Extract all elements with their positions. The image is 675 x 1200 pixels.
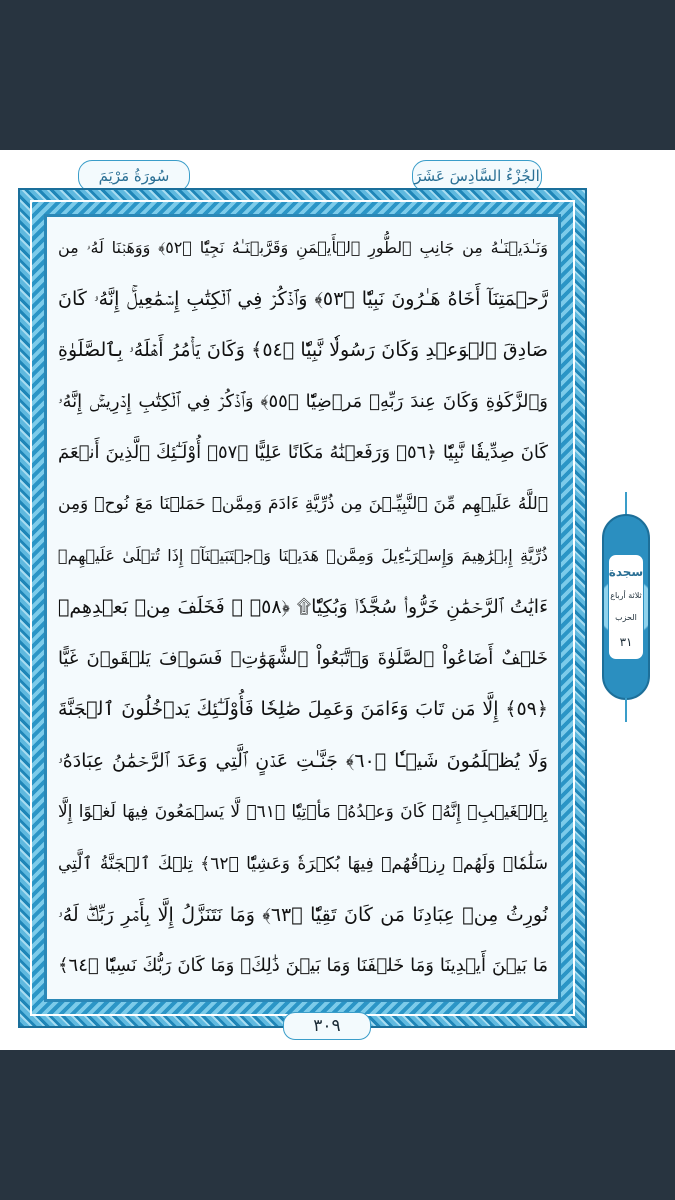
marker-stem-bottom [625,698,627,722]
text-line: وَٱلزَّكَوٰةِ وَكَانَ عِندَ رَبِّهِۦ مَرۡضِيّٗا ﴿٥٥﴾ وَٱذۡكُرۡ فِي ٱلۡكِتَٰبِ إِدۡرِيسَۚ إِنَّهُۥ [58,391,548,413]
text-line: وَلَا يُظۡلَمُونَ شَيۡـٔٗا ﴿٦٠﴾ جَنَّـٰتِ عَدۡنٍ ٱلَّتِي وَعَدَ ٱلرَّحۡمَٰنُ عِبَادَهُۥ [58,749,548,772]
page-number: ٣٠٩ [283,1012,371,1040]
text-line: سَلَٰمٗاۖ وَلَهُمۡ رِزۡقُهُمۡ فِيهَا بُكۡرَةٗ وَعَشِيّٗا ﴿٦٢﴾ تِلۡكَ ٱلۡجَنَّةُ ٱلَّتِي [58,853,548,874]
juz-label: الجُزْءُ السَّادِسَ عَشَرَ [412,160,542,192]
marker-stem-top [625,492,627,516]
text-line: نُورِثُ مِنۡ عِبَادِنَا مَن كَانَ تَقِيّٗا ﴿٦٣﴾ وَمَا نَتَنَزَّلُ إِلَّا بِأَمۡرِ رَبِّكَۖ لَهُۥ [58,903,548,926]
text-line: ﴿٥٩﴾ إِلَّا مَن تَابَ وَءَامَنَ وَعَمِلَ صَٰلِحٗا فَأُوْلَـٰٓئِكَ يَدۡخُلُونَ ٱلۡجَنَّةَ [58,698,548,721]
bottom-dark-band [0,1050,675,1200]
quarter-label: ثلاثة أرباع [610,591,642,600]
sajda-label: سجدة [608,565,644,579]
text-line: ءَايَٰتُ ٱلرَّحۡمَٰنِ خَرُّواْۤ سُجَّدٗاۤ وَبُكِيّٗا۩ ﴿٥٨﴾ ۞ فَخَلَفَ مِنۢ بَعۡدِهِمۡ [58,595,548,618]
text-line: خَلۡفٌ أَضَاعُواْ ٱلصَّلَوٰةَ وَٱتَّبَعُواْ ٱلشَّهَوَٰتِۖ فَسَوۡفَ يَلۡقَوۡنَ غَيًّا [58,647,548,669]
hizb-number: ٣١ [619,635,633,649]
surah-name-label: سُورَةُ مَرْيَمَ [78,160,190,192]
text-line: صَادِقَ ٱلۡوَعۡدِ وَكَانَ رَسُولٗا نَّبِيّٗا ﴿٥٤﴾ وَكَانَ يَأۡمُرُ أَهۡلَهُۥ بِٱلصَّلَوٰةِ [58,339,548,362]
text-line: رَّحۡمَتِنَآ أَخَاهُ هَـٰرُونَ نَبِيّٗا ﴿٥٣﴾ وَٱذۡكُرۡ فِي ٱلۡكِتَٰبِ إِسۡمَٰعِيلَۚ إِنَّهُۥ كَانَ [58,287,548,310]
text-line: مَا بَيۡنَ أَيۡدِينَا وَمَا خَلۡفَنَا وَمَا بَيۡنَ ذَٰلِكَۚ وَمَا كَانَ رَبُّكَ نَسِيّٗا ﴿٦٤﴾ [58,955,548,977]
marker-card [608,554,644,660]
sajda-hizb-marker [600,492,652,722]
text-line: وَنَـٰدَيۡنَـٰهُ مِن جَانِبِ ٱلطُّورِ ٱلۡأَيۡمَنِ وَقَرَّبۡنَـٰهُ نَجِيّٗا ﴿٥٢﴾ وَوَهَبۡنَا لَهُۥ مِن [58,237,548,257]
quran-text [58,222,548,994]
text-line: بِٱلۡغَيۡبِۚ إِنَّهُۥ كَانَ وَعۡدُهُۥ مَأۡتِيّٗا ﴿٦١﴾ لَّا يَسۡمَعُونَ فِيهَا لَغۡوًا إِلَّا [58,801,548,822]
text-line: ٱللَّهُ عَلَيۡهِم مِّنَ ٱلنَّبِيِّـۧنَ مِن ذُرِّيَّةِ ءَادَمَ وَمِمَّنۡ حَمَلۡنَا مَعَ نُوحٖ وَمِن [58,494,548,515]
top-dark-band [0,0,675,150]
text-line: ذُرِّيَّةِ إِبۡرَٰهِيمَ وَإِسۡرَـٰٓءِيلَ وَمِمَّنۡ هَدَيۡنَا وَٱجۡتَبَيۡنَآۚ إِذَا تُتۡلَىٰ عَلَيۡهِمۡ [58,545,548,565]
text-line: كَانَ صِدِّيقٗا نَّبِيّٗا ﴿٥٦﴾ وَرَفَعۡنَٰهُ مَكَانًا عَلِيًّا ﴿٥٧﴾ أُوْلَـٰٓئِكَ ٱلَّذِينَ أَنۡعَمَ [58,442,548,464]
hizb-label: الحزب [615,613,637,622]
